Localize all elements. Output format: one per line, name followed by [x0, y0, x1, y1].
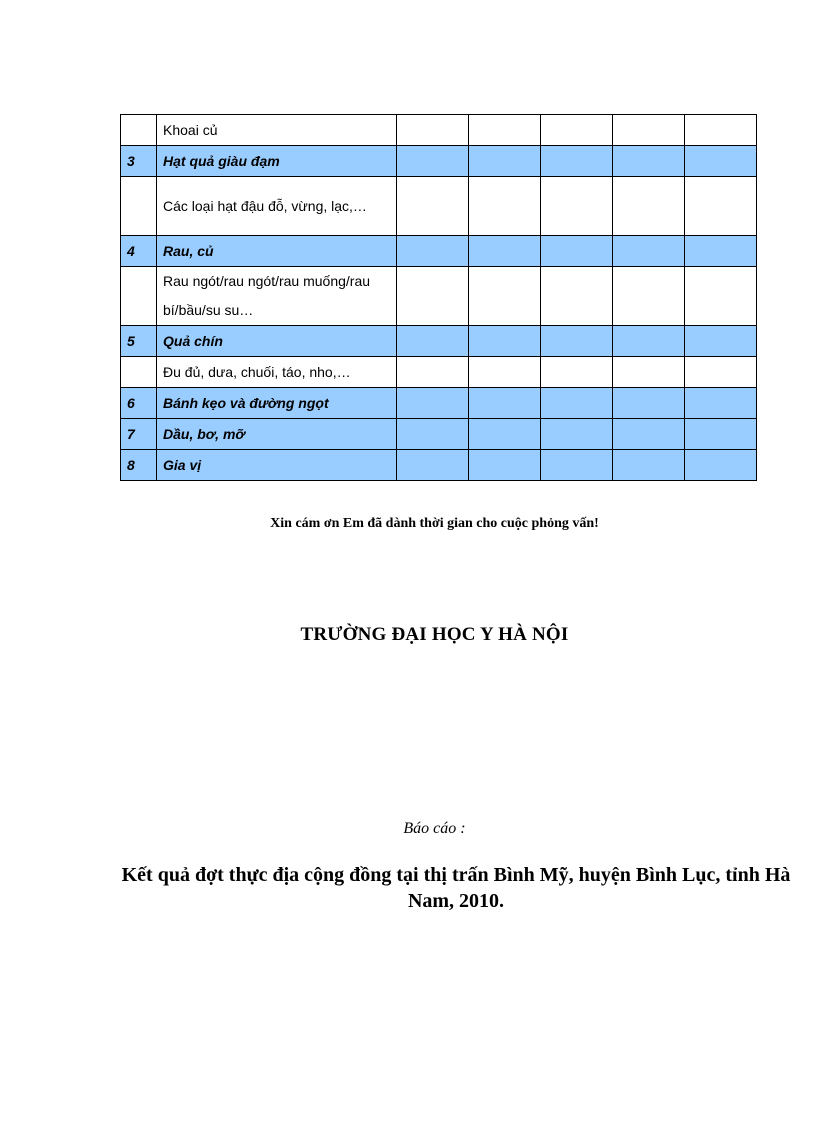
frequency-cell	[613, 326, 685, 357]
frequency-cell	[685, 115, 757, 146]
thank-you-note: Xin cám ơn Em đã dành thời gian cho cuộc phỏng vấn!	[270, 516, 599, 531]
frequency-cell	[613, 357, 685, 388]
frequency-cell	[613, 236, 685, 267]
row-number	[121, 267, 157, 326]
frequency-cell	[613, 419, 685, 450]
table-body	[121, 115, 757, 481]
frequency-cell	[685, 236, 757, 267]
table-group-row	[121, 450, 757, 481]
frequency-cell	[397, 326, 469, 357]
frequency-cell	[469, 450, 541, 481]
frequency-cell	[685, 450, 757, 481]
food-item: Đu đủ, dưa, chuối, táo, nho,…	[157, 357, 397, 388]
frequency-cell	[397, 450, 469, 481]
frequency-cell	[469, 177, 541, 236]
food-item: Quả chín	[157, 326, 397, 357]
food-item: Rau ngót/rau ngót/rau muống/rau bí/bầu/su su…	[157, 267, 397, 326]
frequency-cell	[685, 267, 757, 326]
row-number: 8	[121, 450, 157, 481]
frequency-cell	[613, 146, 685, 177]
frequency-cell	[541, 326, 613, 357]
table-group-row	[121, 326, 757, 357]
food-item: Hạt quả giàu đạm	[157, 146, 397, 177]
frequency-cell	[397, 267, 469, 326]
frequency-cell	[541, 419, 613, 450]
frequency-cell	[685, 357, 757, 388]
frequency-cell	[541, 388, 613, 419]
frequency-cell	[541, 267, 613, 326]
row-number	[121, 115, 157, 146]
table-group-row	[121, 419, 757, 450]
frequency-cell	[397, 146, 469, 177]
frequency-cell	[541, 236, 613, 267]
frequency-cell	[469, 267, 541, 326]
row-number: 3	[121, 146, 157, 177]
food-item: Gia vị	[157, 450, 397, 481]
row-number: 6	[121, 388, 157, 419]
frequency-cell	[613, 177, 685, 236]
row-number	[121, 177, 157, 236]
frequency-cell	[685, 146, 757, 177]
frequency-cell	[469, 236, 541, 267]
frequency-cell	[613, 115, 685, 146]
frequency-cell	[469, 146, 541, 177]
frequency-cell	[469, 388, 541, 419]
table-row	[121, 267, 757, 326]
frequency-cell	[469, 326, 541, 357]
frequency-cell	[541, 450, 613, 481]
frequency-cell	[397, 388, 469, 419]
frequency-cell	[541, 177, 613, 236]
food-item: Dầu, bơ, mỡ	[157, 419, 397, 450]
row-number	[121, 357, 157, 388]
frequency-cell	[613, 267, 685, 326]
frequency-cell	[685, 177, 757, 236]
school-name: TRƯỜNG ĐẠI HỌC Y HÀ NỘI	[300, 624, 569, 645]
frequency-cell	[469, 419, 541, 450]
row-number: 7	[121, 419, 157, 450]
table-group-row	[121, 388, 757, 419]
frequency-cell	[541, 146, 613, 177]
food-frequency-table	[120, 114, 757, 481]
frequency-cell	[613, 450, 685, 481]
frequency-cell	[541, 357, 613, 388]
frequency-cell	[397, 177, 469, 236]
food-item: Bánh kẹo và đường ngọt	[157, 388, 397, 419]
frequency-cell	[397, 357, 469, 388]
frequency-cell	[613, 388, 685, 419]
table-row	[121, 177, 757, 236]
report-label: Báo cáo :	[403, 820, 466, 837]
food-item: Các loại hạt đậu đỗ, vừng, lạc,…	[157, 177, 397, 236]
frequency-cell	[469, 115, 541, 146]
table-group-row	[121, 236, 757, 267]
frequency-cell	[397, 115, 469, 146]
table-group-row	[121, 146, 757, 177]
row-number: 4	[121, 236, 157, 267]
table-row	[121, 115, 757, 146]
frequency-cell	[685, 326, 757, 357]
frequency-cell	[397, 236, 469, 267]
food-item: Khoai củ	[157, 115, 397, 146]
frequency-cell	[397, 419, 469, 450]
report-title: Kết quả đợt thực địa cộng đồng tại thị trấn Bình Mỹ, huyện Bình Lục, tỉnh Hà Nam, 2010.	[121, 864, 791, 912]
frequency-cell	[541, 115, 613, 146]
table-row	[121, 357, 757, 388]
food-item: Rau, củ	[157, 236, 397, 267]
frequency-cell	[469, 357, 541, 388]
frequency-cell	[685, 419, 757, 450]
frequency-cell	[685, 388, 757, 419]
row-number: 5	[121, 326, 157, 357]
